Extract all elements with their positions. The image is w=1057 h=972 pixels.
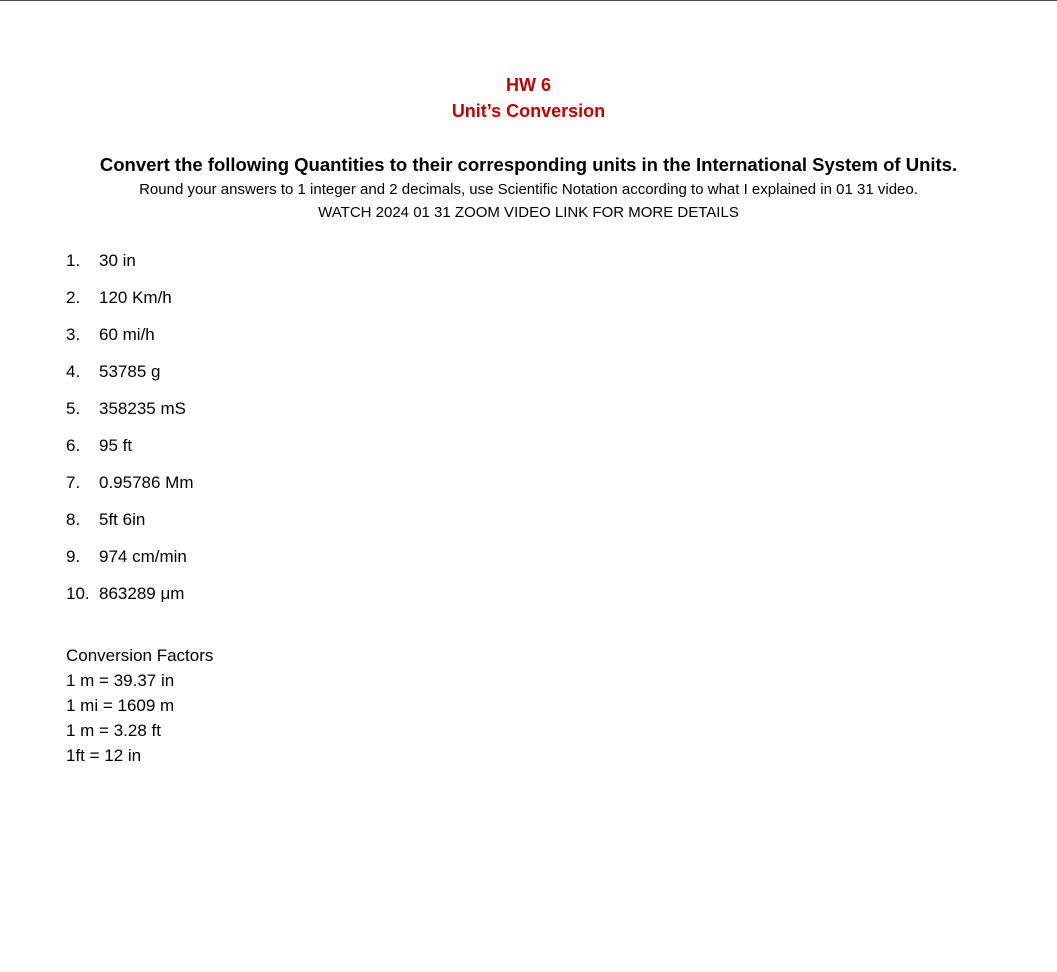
problem-quantity: 30 in <box>99 251 136 270</box>
problem-quantity: 974 cm/min <box>99 547 187 566</box>
problem-quantity: 53785 g <box>99 362 161 381</box>
instructions-rounding-note: Round your answers to 1 integer and 2 decimals, use Scientific Notation according to what I explained in 01 31 video. <box>139 181 918 198</box>
problem-number: 10. <box>66 584 90 603</box>
problem-number: 3. <box>66 325 81 344</box>
problem-number: 5. <box>66 399 81 418</box>
problem-item-5 <box>66 399 194 436</box>
conversion-factors <box>66 646 213 771</box>
conversion-factors-title: Conversion Factors <box>66 646 214 665</box>
problem-quantity: 0.95786 Mm <box>99 473 194 492</box>
problem-item-2 <box>66 288 194 325</box>
document-subtitle: Unit’s Conversion <box>451 101 606 121</box>
instructions-video-note: WATCH 2024 01 31 ZOOM VIDEO LINK FOR MORE DETAILS <box>318 204 739 221</box>
conversion-factor-item: 1 m = 39.37 in <box>66 671 175 690</box>
problem-quantity: 120 Km/h <box>99 288 172 307</box>
conversion-factor-item: 1ft = 12 in <box>66 746 142 765</box>
problem-item-1 <box>66 251 194 288</box>
problem-number: 7. <box>66 473 81 492</box>
problem-quantity: 60 mi/h <box>99 325 155 344</box>
problem-quantity: 5ft 6in <box>99 510 146 529</box>
top-border-line <box>0 0 1057 1</box>
conversion-factor-item: 1 mi = 1609 m <box>66 696 175 715</box>
problem-item-4 <box>66 362 194 399</box>
instructions-heading: Convert the following Quantities to their corresponding units in the International System of Units. <box>99 154 958 175</box>
problem-item-10 <box>66 584 194 621</box>
problem-item-8 <box>66 510 194 547</box>
document-title: HW 6 <box>506 75 551 95</box>
conversion-factor-item: 1 m = 3.28 ft <box>66 721 161 740</box>
problem-number: 4. <box>66 362 81 381</box>
problem-quantity: 95 ft <box>99 436 133 455</box>
problem-item-6 <box>66 436 194 473</box>
problem-list <box>66 251 194 621</box>
problem-number: 9. <box>66 547 81 566</box>
problem-quantity: 863289 μm <box>99 584 185 603</box>
problem-item-3 <box>66 325 194 362</box>
problem-number: 2. <box>66 288 81 307</box>
problem-quantity: 358235 mS <box>99 399 186 418</box>
problem-item-7 <box>66 473 194 510</box>
problem-item-9 <box>66 547 194 584</box>
problem-number: 6. <box>66 436 81 455</box>
problem-number: 8. <box>66 510 81 529</box>
problem-number: 1. <box>66 251 81 270</box>
